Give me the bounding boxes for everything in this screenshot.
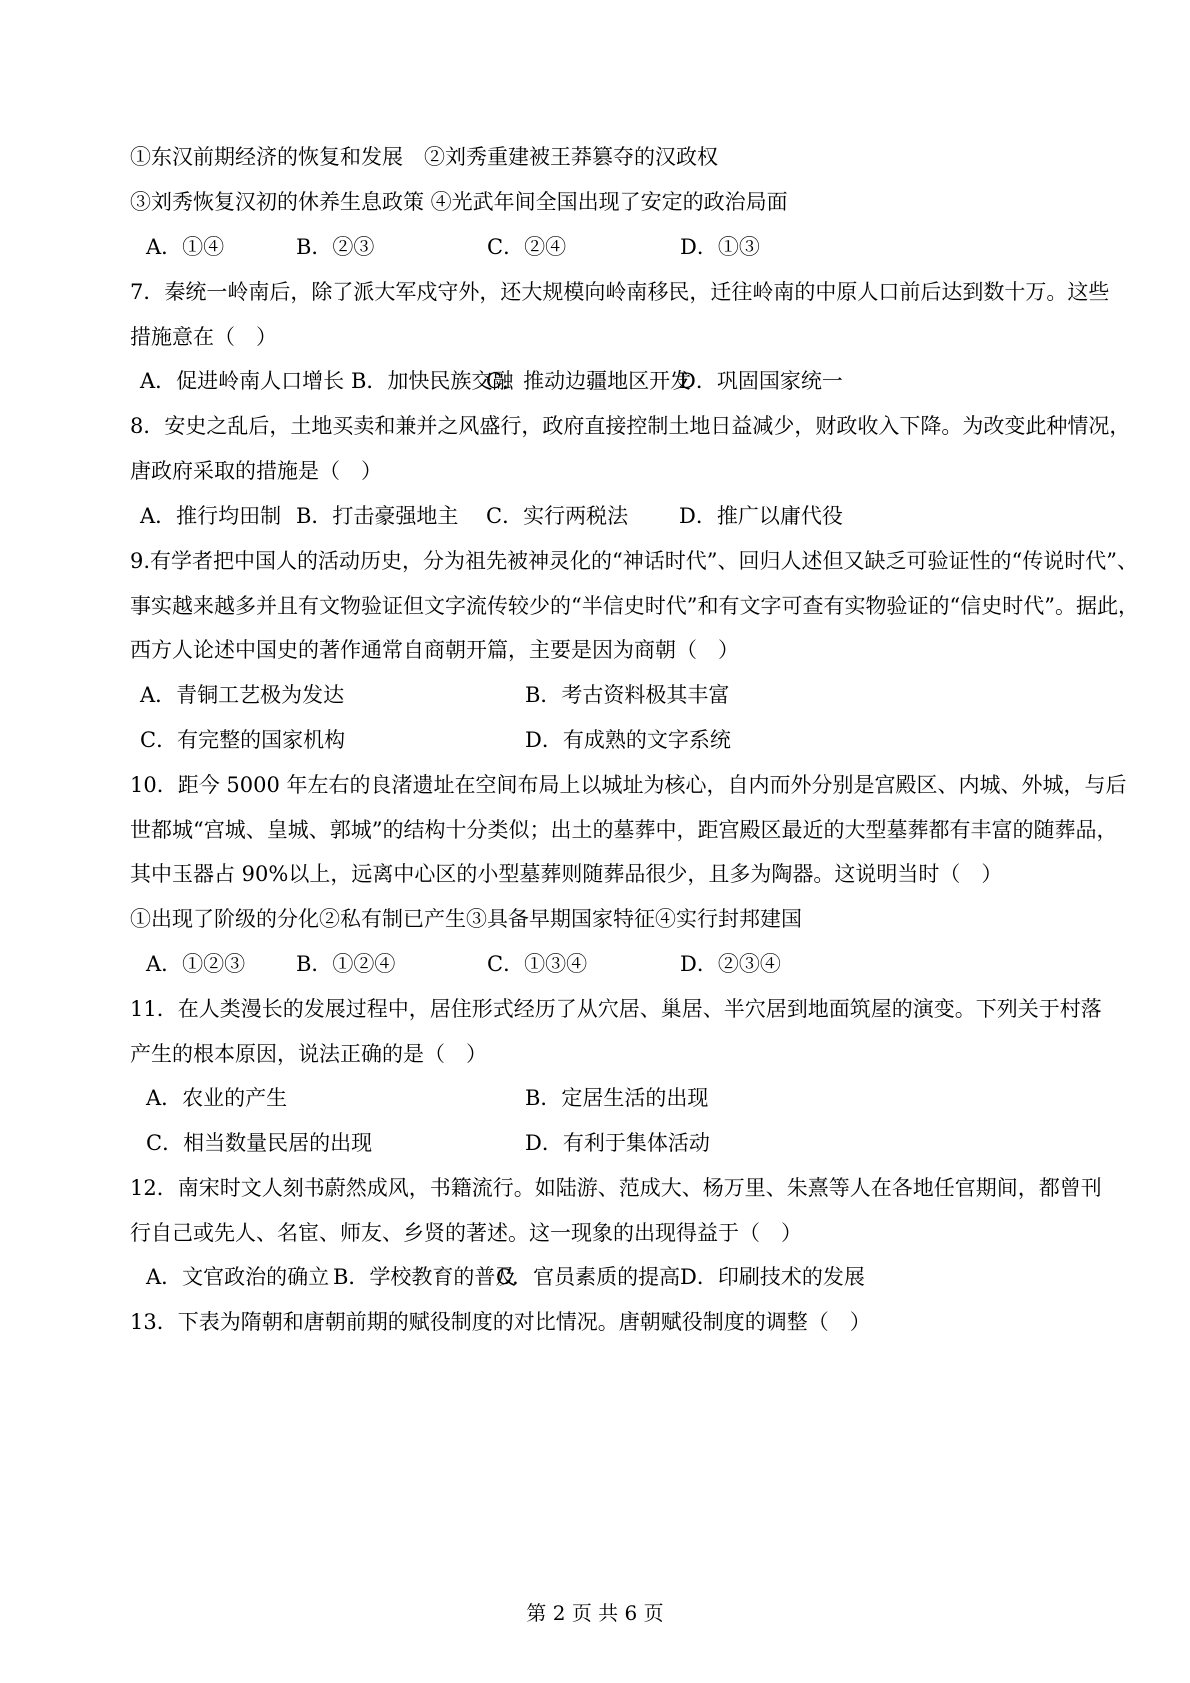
q10-options [130, 949, 1110, 979]
q10-stem-line3: 其中玉器占 90%以上，远离中心区的小型墓葬则随葬品很少，且多为陶器。这说明当时（ ） [130, 862, 1003, 886]
q11-option-a: A．农业的产生 [146, 1086, 288, 1110]
q11-options-row2 [130, 1128, 1110, 1158]
q12-stem-line2: 行自己或先人、名宦、师友、乡贤的著述。这一现象的出现得益于（ ） [130, 1221, 802, 1245]
q9-option-b: B．考古资料极其丰富 [525, 683, 730, 707]
q11-option-b: B．定居生活的出现 [525, 1086, 709, 1110]
q6-option-b: B．②③ [296, 235, 375, 259]
q11-stem-line2: 产生的根本原因，说法正确的是（ ） [130, 1042, 487, 1066]
q8-option-a: A．推行均田制 [140, 504, 282, 528]
q7-option-a: A．促进岭南人口增长 [140, 369, 345, 393]
q7-options [130, 366, 1110, 396]
q6-items-line1: ①东汉前期经济的恢复和发展 ②刘秀重建被王莽篡夺的汉政权 [130, 145, 718, 169]
q12-options [130, 1262, 1110, 1292]
q8-option-c: C．实行两税法 [486, 504, 629, 528]
q11-stem-line1: 11．在人类漫长的发展过程中，居住形式经历了从穴居、巢居、半穴居到地面筑屋的演变。下列关于村落 [130, 997, 1102, 1021]
q12-option-a: A．文官政治的确立 [146, 1265, 330, 1289]
q10-option-c: C．①③④ [487, 952, 588, 976]
q9-stem-line2: 事实越来越多并且有文物验证但文字流传较少的“半信史时代”和有文字可查有实物验证的“信史时代”。据此， [130, 594, 1139, 618]
q11-option-d: D．有利于集体活动 [525, 1131, 710, 1155]
q7-stem-line1: 7．秦统一岭南后，除了派大军戍守外，还大规模向岭南移民，迁往岭南的中原人口前后达到数十万。这些 [130, 280, 1110, 304]
q10-items: ①出现了阶级的分化②私有制已产生③具备早期国家特征④实行封邦建国 [130, 907, 802, 931]
q6-option-a: A．①④ [146, 235, 225, 259]
q6-option-c: C．②④ [487, 235, 567, 259]
q6-option-d: D．①③ [680, 235, 760, 259]
q9-stem-line3: 西方人论述中国史的著作通常自商朝开篇，主要是因为商朝（ ） [130, 638, 739, 662]
page-footer: 第 2 页 共 6 页 [526, 1601, 664, 1625]
q11-option-c: C．相当数量民居的出现 [146, 1131, 373, 1155]
q9-option-c: C．有完整的国家机构 [140, 728, 346, 752]
q9-stem-line1: 9.有学者把中国人的活动历史，分为祖先被神灵化的“神话时代”、回归人述但又缺乏可验证性的“传说时代”、 [130, 549, 1138, 573]
q9-option-a: A．青铜工艺极为发达 [140, 683, 345, 707]
q12-stem-line1: 12．南宋时文人刻书蔚然成风，书籍流行。如陆游、范成大、杨万里、朱熹等人在各地任官期间，都曾刊 [130, 1176, 1102, 1200]
q6-items-line2: ③刘秀恢复汉初的休养生息政策 ④光武年间全国出现了安定的政治局面 [130, 190, 788, 214]
q8-option-b: B．打击豪强地主 [296, 504, 459, 528]
q7-option-d: D．巩固国家统一 [679, 369, 843, 393]
q10-option-d: D．②③④ [680, 952, 781, 976]
q7-option-b: B．加快民族交融 [351, 369, 514, 393]
q7-option-c: C．推动边疆地区开发 [486, 369, 692, 393]
q9-option-d: D．有成熟的文字系统 [525, 728, 731, 752]
q10-option-b: B．①②④ [296, 952, 396, 976]
q8-option-d: D．推广以庸代役 [679, 504, 843, 528]
q9-options-row1 [130, 680, 1110, 710]
q12-option-d: D．印刷技术的发展 [680, 1265, 865, 1289]
q10-stem-line2: 世都城“宫城、皇城、郭城”的结构十分类似；出土的墓葬中，距宫殿区最近的大型墓葬都有丰富的随葬品， [130, 818, 1118, 842]
q7-stem-line2: 措施意在（ ） [130, 325, 277, 349]
q12-option-b: B．学校教育的普及 [333, 1265, 517, 1289]
q11-options-row1 [130, 1083, 1110, 1113]
q10-option-a: A．①②③ [146, 952, 246, 976]
q10-stem-line1: 10．距今 5000 年左右的良渚遗址在空间布局上以城址为核心，自内而外分别是宫殿区、内城、外城，与后 [130, 773, 1127, 797]
q13-stem-line1: 13．下表为隋朝和唐朝前期的赋役制度的对比情况。唐朝赋役制度的调整（ ） [130, 1310, 871, 1334]
q9-options-row2 [130, 725, 1110, 755]
q6-options [130, 232, 1110, 262]
q8-stem-line2: 唐政府采取的措施是（ ） [130, 459, 382, 483]
q8-stem-line1: 8．安史之乱后，土地买卖和兼并之风盛行，政府直接控制土地日益减少，财政收入下降。为改变此种情况， [130, 414, 1131, 438]
q12-option-c: C．官员素质的提高 [496, 1265, 681, 1289]
q8-options [130, 501, 1110, 531]
